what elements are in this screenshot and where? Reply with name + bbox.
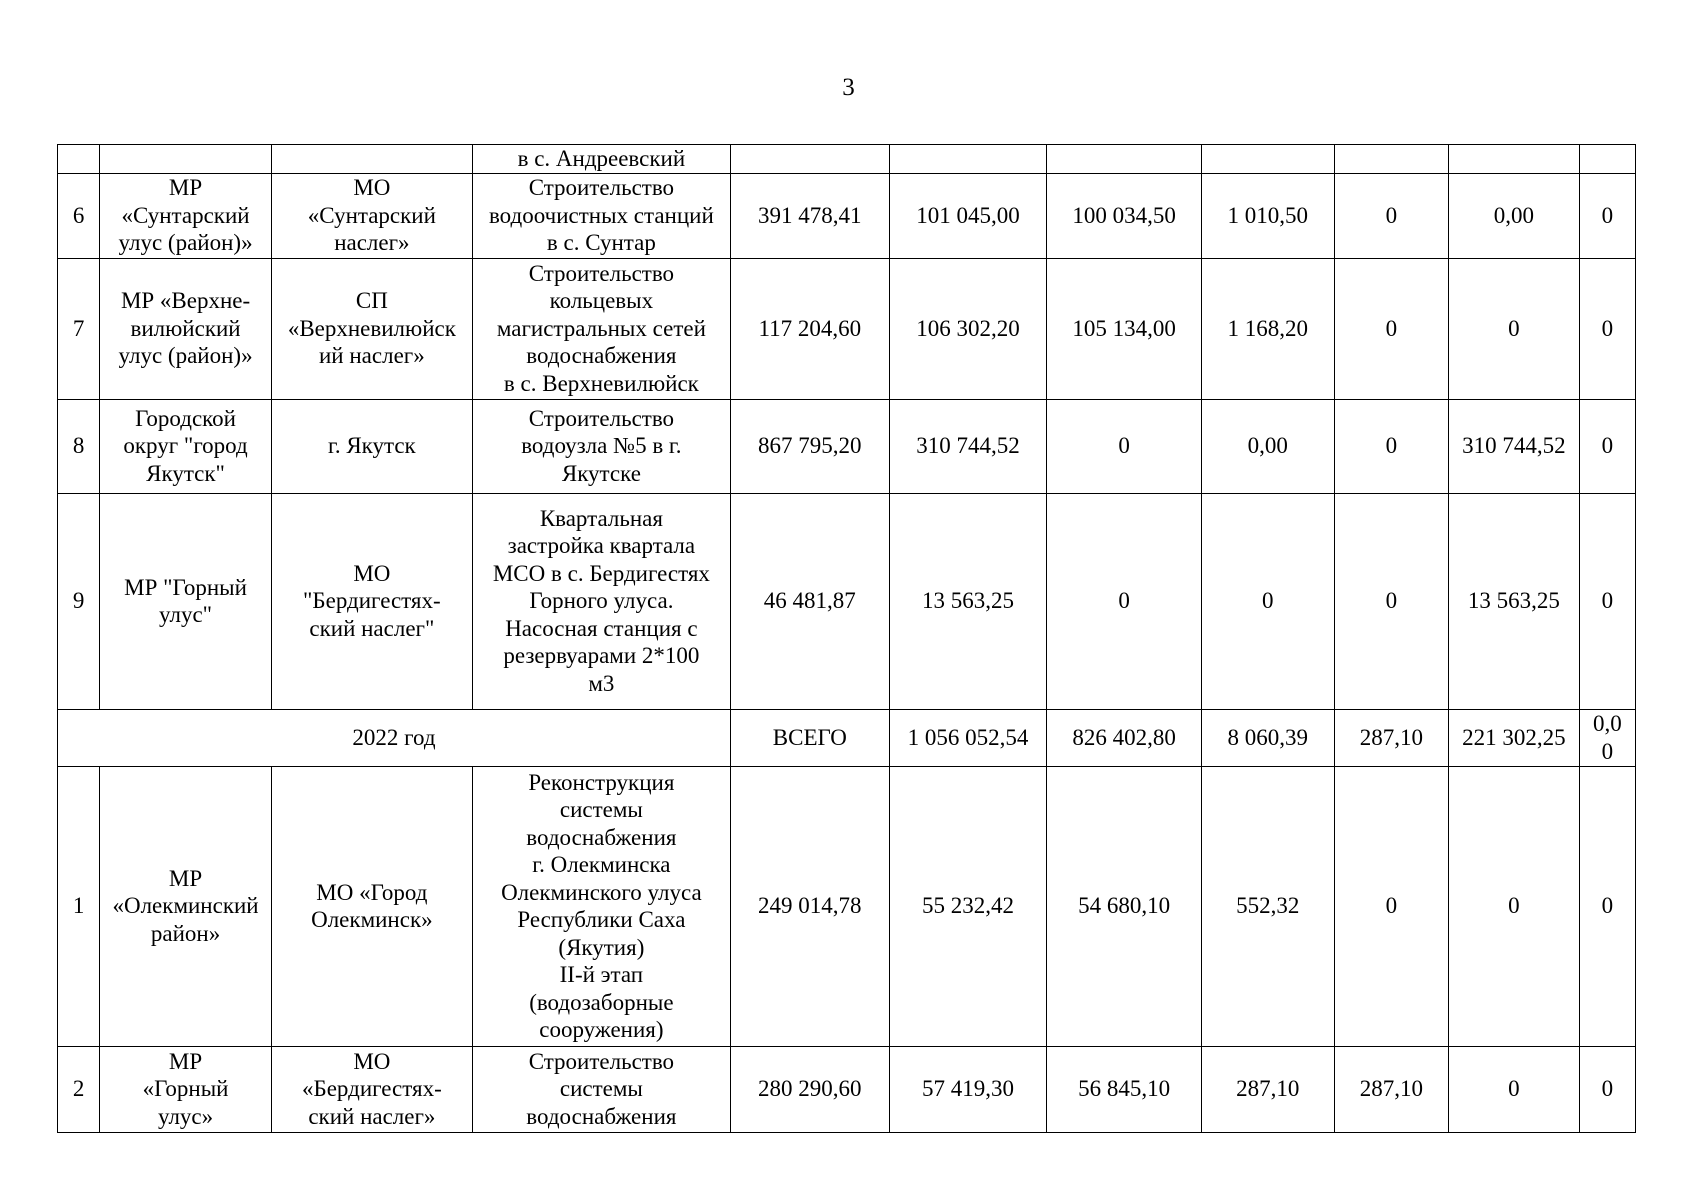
value-cell: 221 302,25 [1449, 709, 1580, 766]
object-cell: в с. Андреевский [472, 145, 730, 174]
value-cell: 54 680,10 [1047, 766, 1202, 1046]
value-cell: 0 [1579, 1046, 1635, 1132]
value-cell: 13 563,25 [889, 493, 1047, 709]
value-cell: 280 290,60 [730, 1046, 889, 1132]
table-row [58, 766, 1636, 1046]
object-cell: Строительство кольцевых магистральных сетей водоснабжения в с. Верхневилюйск [472, 258, 730, 399]
object-cell: Реконструкция системы водоснабжения г. Олекминска Олекминского улуса Республики Саха (Якутия) II-й этап (водозаборные сооружения) [472, 766, 730, 1046]
value-cell: 0 [1047, 493, 1202, 709]
value-cell: 287,10 [1334, 1046, 1449, 1132]
total-label: ВСЕГО [730, 709, 889, 766]
value-cell: 106 302,20 [889, 258, 1047, 399]
investment-table [57, 144, 1636, 1133]
settlement-cell [271, 145, 472, 174]
value-cell: 826 402,80 [1047, 709, 1202, 766]
object-cell: Строительство водоузла №5 в г. Якутске [472, 399, 730, 493]
settlement-cell: МО "Бердигестях- ский наслег" [271, 493, 472, 709]
value-cell: 0 [1334, 173, 1449, 258]
district-cell: МР "Горный улус" [100, 493, 272, 709]
settlement-cell: СП «Верхневилюйск ий наслег» [271, 258, 472, 399]
district-cell: Городской округ "город Якутск" [100, 399, 272, 493]
value-cell [1579, 145, 1635, 174]
value-cell: 310 744,52 [1449, 399, 1580, 493]
value-cell: 1 010,50 [1202, 173, 1335, 258]
value-cell: 56 845,10 [1047, 1046, 1202, 1132]
value-cell: 105 134,00 [1047, 258, 1202, 399]
value-cell: 0 [1579, 173, 1635, 258]
value-cell: 0 [1579, 766, 1635, 1046]
value-cell: 0 [1334, 493, 1449, 709]
value-cell: 0 [1449, 1046, 1580, 1132]
value-cell: 13 563,25 [1449, 493, 1580, 709]
district-cell: МР «Сунтарский улус (район)» [100, 173, 272, 258]
value-cell [1202, 145, 1335, 174]
district-cell: МР «Горный улус» [100, 1046, 272, 1132]
table-row [58, 145, 1636, 174]
object-cell: Строительство водоочистных станций в с. Сунтар [472, 173, 730, 258]
value-cell: 0 [1579, 399, 1635, 493]
table-row [58, 1046, 1636, 1132]
value-cell: 55 232,42 [889, 766, 1047, 1046]
value-cell: 552,32 [1202, 766, 1335, 1046]
value-cell: 287,10 [1202, 1046, 1335, 1132]
settlement-cell: МО «Бердигестях- ский наслег» [271, 1046, 472, 1132]
value-cell: 0 [1334, 258, 1449, 399]
district-cell: МР «Олекминский район» [100, 766, 272, 1046]
table-row [58, 258, 1636, 399]
object-cell: Квартальная застройка квартала МСО в с. Бердигестях Горного улуса. Насосная станция с резервуарами 2*100 м3 [472, 493, 730, 709]
value-cell: 101 045,00 [889, 173, 1047, 258]
value-cell [889, 145, 1047, 174]
value-cell [1047, 145, 1202, 174]
row-number: 1 [58, 766, 100, 1046]
value-cell: 0 [1449, 766, 1580, 1046]
value-cell: 0 [1449, 258, 1580, 399]
year-total-row [58, 709, 1636, 766]
page-number: 3 [842, 74, 855, 101]
row-number: 7 [58, 258, 100, 399]
value-cell: 0 [1579, 493, 1635, 709]
settlement-cell: МО «Сунтарский наслег» [271, 173, 472, 258]
value-cell: 391 478,41 [730, 173, 889, 258]
value-cell: 1 056 052,54 [889, 709, 1047, 766]
table-row [58, 173, 1636, 258]
value-cell: 0,00 [1202, 399, 1335, 493]
value-cell: 100 034,50 [1047, 173, 1202, 258]
settlement-cell: МО «Город Олекминск» [271, 766, 472, 1046]
district-cell: МР «Верхне- вилюйский улус (район)» [100, 258, 272, 399]
table-row [58, 399, 1636, 493]
year-label: 2022 год [58, 709, 731, 766]
value-cell: 0 [1334, 766, 1449, 1046]
value-cell: 46 481,87 [730, 493, 889, 709]
value-cell [1449, 145, 1580, 174]
district-cell [100, 145, 272, 174]
object-cell: Строительство системы водоснабжения [472, 1046, 730, 1132]
value-cell: 249 014,78 [730, 766, 889, 1046]
value-cell: 287,10 [1334, 709, 1449, 766]
value-cell [730, 145, 889, 174]
value-cell: 310 744,52 [889, 399, 1047, 493]
value-cell: 0 [1202, 493, 1335, 709]
value-cell: 117 204,60 [730, 258, 889, 399]
value-cell: 867 795,20 [730, 399, 889, 493]
row-number: 6 [58, 173, 100, 258]
row-number [58, 145, 100, 174]
value-cell: 0 [1047, 399, 1202, 493]
table-row [58, 493, 1636, 709]
value-cell: 0,0 0 [1579, 709, 1635, 766]
value-cell [1334, 145, 1449, 174]
value-cell: 1 168,20 [1202, 258, 1335, 399]
value-cell: 57 419,30 [889, 1046, 1047, 1132]
row-number: 2 [58, 1046, 100, 1132]
value-cell: 8 060,39 [1202, 709, 1335, 766]
value-cell: 0 [1334, 399, 1449, 493]
row-number: 9 [58, 493, 100, 709]
settlement-cell: г. Якутск [271, 399, 472, 493]
value-cell: 0 [1579, 258, 1635, 399]
row-number: 8 [58, 399, 100, 493]
value-cell: 0,00 [1449, 173, 1580, 258]
